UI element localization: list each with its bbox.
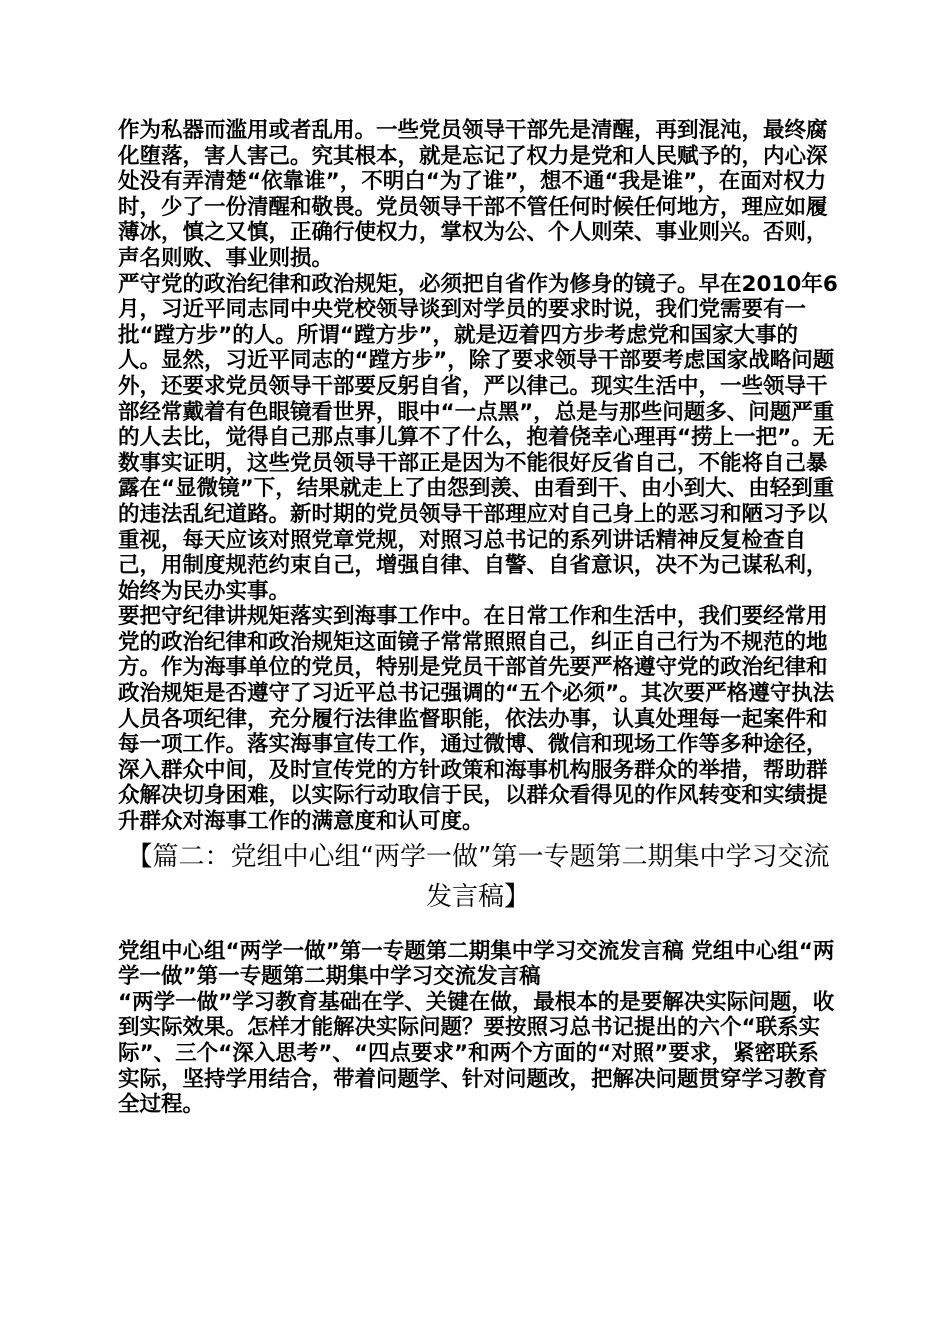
body-paragraph: 作为私器而滥用或者乱用。一些党员领导干部先是清醒，再到混沌，最终腐化堕落，害人害己。究其根本，就是忘记了权力是党和人民赋予的，内心深处没有弄清楚“依靠谁”，不明白“为了谁”，想不通“我是谁”，在面对权力时，少了一份清醒和敬畏。党员领导干部不管任何时候任何地方，理应如履薄冰，慎之又慎，正确行使权力，掌权为公、个人则荣、事业则兴。否则，声名则败、事业则损。 [118,118,828,271]
document-page [118,118,838,1118]
body-paragraph: 严守党的政治纪律和政治规矩，必须把自省作为修身的镜子。早在2010年6月，习近平同志同中央党校领导谈到对学员的要求时说，我们党需要有一批“蹚方步”的人。所谓“蹚方步”，就是迈着四方步考虑党和国家大事的人。显然，习近平同志的“蹚方步”，除了要求领导干部要考虑国家战略问题外，还要求党员领导干部要反躬自省，严以律己。现实生活中，一些领导干部经常戴着有色眼镜看世界，眼中“一点黑”，总是与那些问题多、问题严重的人去比，觉得自己那点事儿算不了什么，抱着侥幸心理再“捞上一把”。无数事实证明，这些党员领导干部正是因为不能很好反省自己，不能将自己暴露在“显微镜”下，结果就走上了由怨到羡、由看到干、由小到大、由轻到重的违法乱纪道路。新时期的党员领导干部理应对自己身上的恶习和陋习予以重视，每天应该对照党章党规，对照习总书记的系列讲话精神反复检查自己，用制度规范约束自己，增强自律、自警、自省意识，决不为己谋私利，始终为民办实事。 [118,271,838,604]
body-paragraph: “两学一做”学习教育基础在学、关键在做，最根本的是要解决实际问题，收到实际效果。怎样才能解决实际问题？要按照习总书记提出的六个“联系实际”、三个“深入思考”、“四点要求”和两个方面的“对照”要求，紧密联系实际，坚持学用结合，带着问题学、针对问题改，把解决问题贯穿学习教育全过程。 [118,989,835,1118]
body-paragraph: 要把守纪律讲规矩落实到海事工作中。在日常工作和生活中，我们要经常用党的政治纪律和政治规矩这面镜子常常照照自己，纠正自己行为不规范的地方。作为海事单位的党员，特别是党员干部首先要严格遵守党的政治纪律和政治规矩是否遵守了习近平总书记强调的“五个必须”。其次要严格遵守执法人员各项纪律，充分履行法律监督职能，依法办事，认真处理每一起案件和每一项工作。落实海事宣传工作，通过微博、微信和现场工作等多种途径，深入群众中间，及时宣传党的方针政策和海事机构服务群众的举措，帮助群众解决切身困难，以实际行动取信于民，以群众看得见的作风转变和实绩提升群众对海事工作的满意度和认可度。 [118,604,835,835]
body-paragraph: 党组中心组“两学一做”第一专题第二期集中学习交流发言稿 党组中心组“两学一做”第一专题第二期集中学习交流发言稿 [118,938,835,990]
section-heading: 【篇二：党组中心组“两学一做”第一专题第二期集中学习交流发言稿】 [126,841,830,912]
